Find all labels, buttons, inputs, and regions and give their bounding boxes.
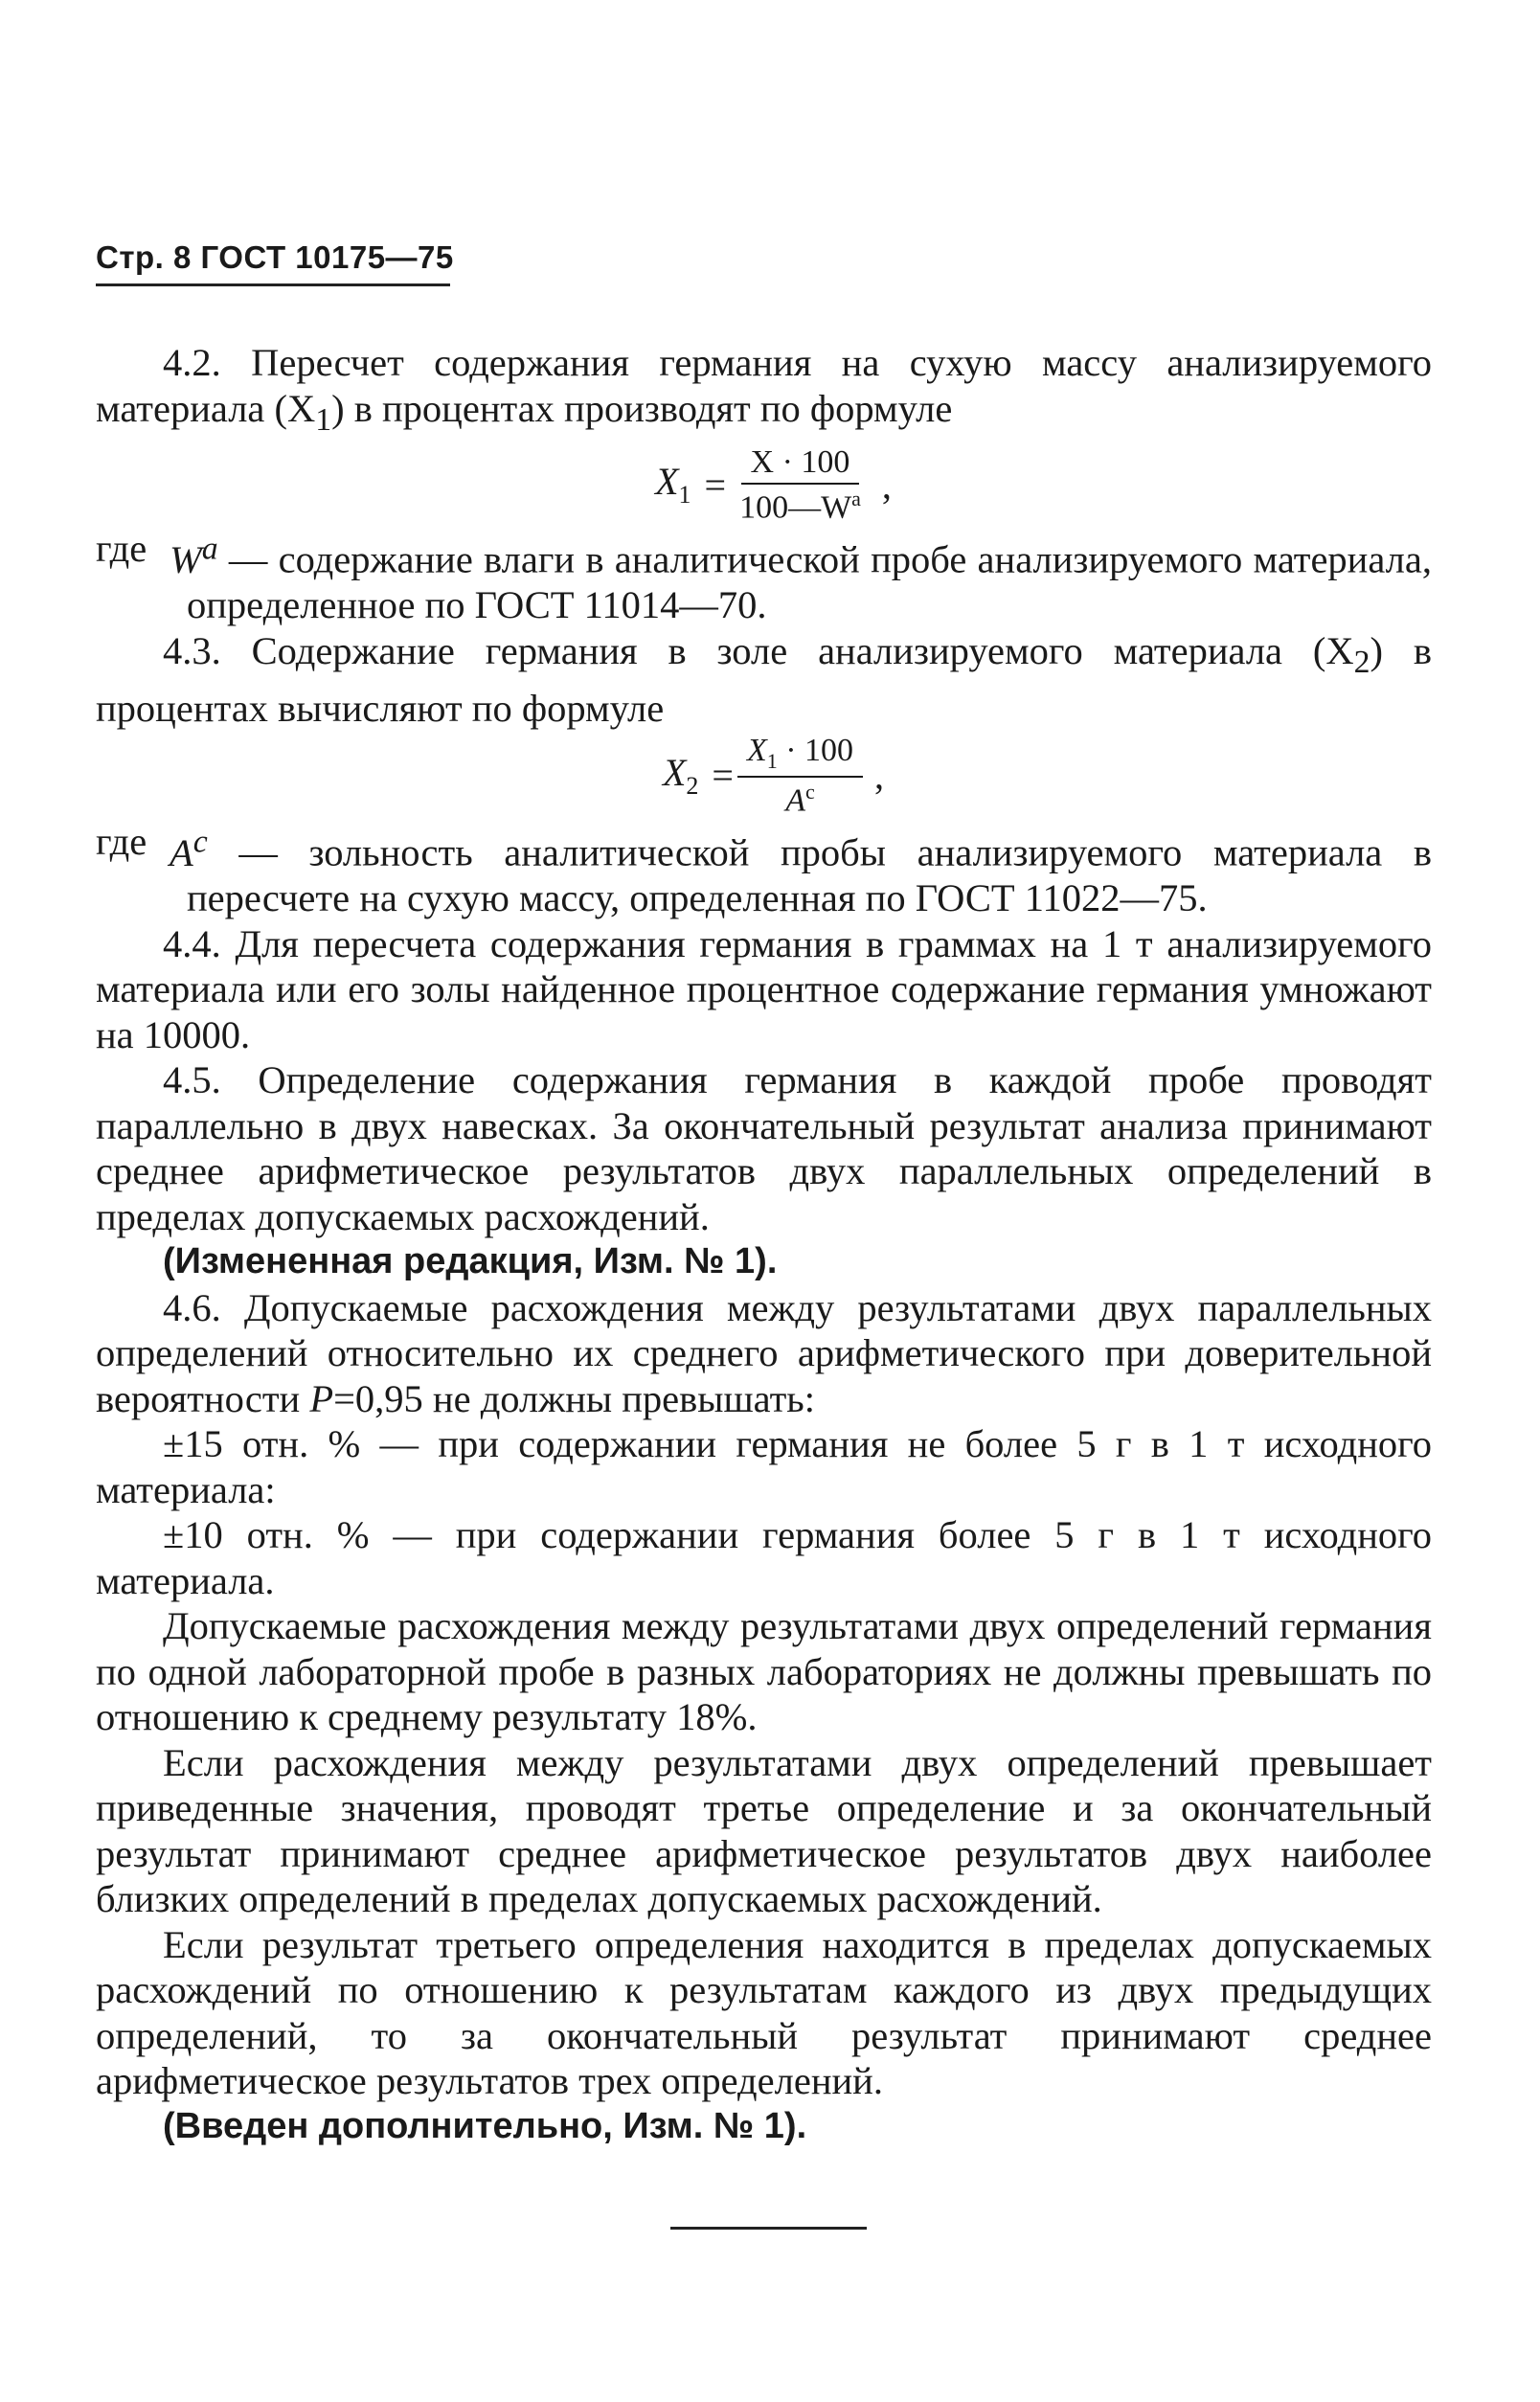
paragraph-third-result: Если результат третьего определения находится в пределах допускаемых расхождений по отношению к результатам каждого из двух предыдущих определений, то за окончательный результат принимают среднее арифметическое результатов трех определений. xyxy=(96,1922,1432,2103)
amendment-note: (Измененная редакция, Изм. № 1). xyxy=(163,1241,778,1282)
paragraph-4-3: 4.3. Содержание германия в золе анализируемого материала $(X_2)$ в процентах вычисляют по формуле xyxy=(96,628,1432,730)
denominator: $100—W^a$ xyxy=(739,487,861,526)
end-rule xyxy=(670,2227,867,2230)
paragraph-third-determination: Если расхождения между результатами двух определений превышает приведенные значения, проводят третье определение и за окончательный результат принимают среднее арифметическое результатов двух наиболее близких определений в пределах допускаемых расхождений. xyxy=(96,1740,1432,1921)
tolerance-item-15: ±15 отн. % — при содержании германия не более 5 г в 1 т исходного материала: xyxy=(96,1422,1432,1511)
paragraph-4-6: 4.6. Допускаемые расхождения между результатами двух параллельных определений относительно их среднего арифметического при доверительной вероятности P=0,95 не должны превышать: xyxy=(96,1285,1432,1420)
paragraph-interlab: Допускаемые расхождения между результатами двух определений германия по одной лабораторной пробе в разных лабораториях не должны превышать по отношению к среднему результату 18%. xyxy=(96,1604,1432,1739)
symbol: $W^a$ xyxy=(170,531,218,581)
fraction xyxy=(737,735,863,817)
definition-ac: где $A^c$ — зольность аналитической пробы анализируемого материала в пересчете на сухую массу, определенная по ГОСТ 11022—75. xyxy=(96,820,1432,920)
denominator: $A^c$ xyxy=(785,779,815,819)
paragraph-4-2: 4.2. Пересчет содержания германия на сухую массу анализируемого материала $(X_1)$ в процентах производят по формуле xyxy=(96,341,1432,438)
paragraph-4-4: 4.4. Для пересчета содержания германия в граммах на 1 т анализируемого материала или его золы найденное процентное содержание германия умножают на 10000. xyxy=(96,921,1432,1056)
running-head: Стр. 8 ГОСТ 10175—75 xyxy=(96,239,454,275)
paragraph-4-5: 4.5. Определение содержания германия в каждой пробе проводят параллельно в двух навесках. За окончательный результат анализа принимают среднее арифметическое результатов двух параллельных определений в пределах допускаемых расхождений. xyxy=(96,1058,1432,1238)
fraction xyxy=(730,446,871,524)
definition-wa: где $W^a$ — содержание влаги в аналитической пробе анализируемого материала, определенное по ГОСТ 11014—70. xyxy=(96,527,1432,627)
formula-x2: $X_2$ = $\frac{X_1 \cdot 100}{A^c}$ , xyxy=(662,733,885,819)
formula-lhs: $X_1$ xyxy=(655,460,691,510)
symbol: $A^c$ xyxy=(170,824,208,874)
document-body xyxy=(96,340,1432,2149)
tolerance-item-10: ±10 отн. % — при содержании германия более 5 г в 1 т исходного материала. xyxy=(96,1513,1432,1602)
equals-sign: = xyxy=(704,463,727,507)
formula-lhs: $X_2$ xyxy=(662,750,699,800)
amendment-note: (Введен дополнительно, Изм. № 1). xyxy=(163,2105,807,2146)
formula-x1: $X_1$ = $\frac{X \cdot 100}{100—W^a}$ , xyxy=(655,444,892,526)
numerator: X · 100 xyxy=(741,446,860,485)
header-rule xyxy=(96,283,450,286)
equals-sign: = xyxy=(712,754,734,798)
numerator: $X_1 \cdot 100$ xyxy=(737,735,863,778)
